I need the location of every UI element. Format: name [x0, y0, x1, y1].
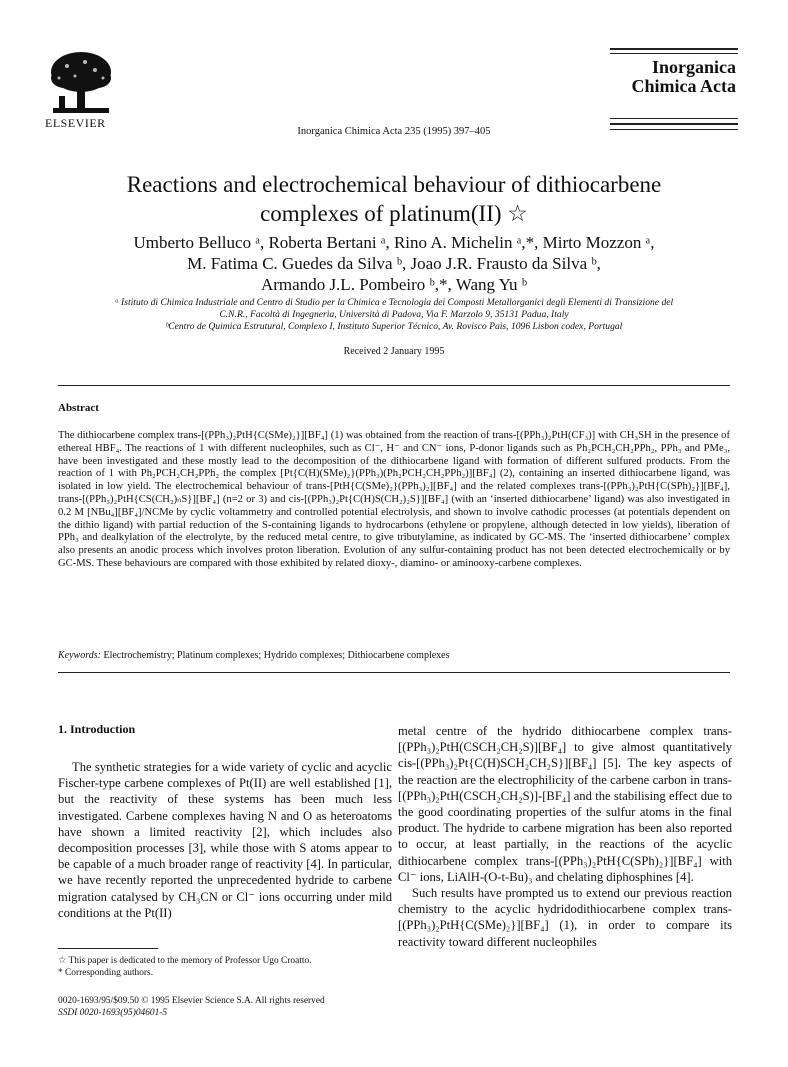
author-list	[48, 232, 740, 295]
intro-paragraph-2: Such results have prompted us to extend our previous reaction chemistry to the acyclic hydridodithiocarbene complex trans-[(PPh₃)₂PtH{C(SMe)₂}][BF₄] (1), in order to compare its reactivity toward different nucleophiles	[398, 886, 732, 949]
publisher-name: ELSEVIER	[45, 116, 106, 130]
left-column-text	[58, 759, 392, 921]
intro-paragraph-1: The synthetic strategies for a wide variety of cyclic and acyclic Fischer-type carbene complexes of Pt(II) are well established [1], but the reactivity of these systems has been much less investigated. Carbene complexes having N and O as heteroatoms have shown a limited reactivity [2], which includes also decomposition processes [3], while those with S atoms appear to be capable of a much broader range of reactivity [4]. In particular, we have recently reported the unprecedented hydride to carbene migration catalysed by CH₃CN or Cl⁻ ions occurring under mild conditions at the Pt(II)	[58, 760, 392, 920]
keywords	[58, 650, 449, 661]
right-column-text	[398, 723, 732, 950]
received-date: Received 2 January 1995	[343, 346, 445, 357]
footnotes	[58, 955, 392, 979]
affiliation-b: ᵇCentro de Quimica Estrutural, Complexo I, Instituto Superior Técnico, Av. Rovisco Pais, 1096 Lisbon codex, Portugal	[165, 321, 623, 332]
abstract-text: The dithiocarbene complex trans-[(PPh₃)₂PtH{C(SMe)₂}][BF₄] (1) was obtained from the reaction of trans-[(PPh₃)₂PtH(CF₃)] with CH₃SH in the presence of ethereal HBF₄. The reactions of 1 with different nucleophiles, such as Cl⁻, H⁻ and CN⁻ ions, P-donor ligands such as Ph₂PCH₂CH₂PPh₂, PPh₃ and PMe₃, have been investigated and these mostly lead to the decomposition of the dithiocarbene ligand with formation of different sulfured products. From the reaction of 1 with Ph₂PCH₂CH₂PPh₂ the complex [Pt{C(H)(SMe)₂}(PPh₃)(Ph₂PCH₂CH₂PPh₂)][BF₄] (2), containing an inserted dithiocarbene ligand, was isolated in low yield. The electrochemical behaviour of trans-[PtH{C(SMe)₂}(PPh₃)₂][BF₄] and the related complexes trans-[(PPh₃)₂PtH{C(SPh)₂}][BF₄], trans-[(PPh₃)₂PtH{CS(CH₂)ₙS}][BF₄] (n=2 or 3) and cis-[(PPh₃)₂Pt{C(H)S(CH₂)₂S}][BF₄] (with an ‘inserted dithiocarbene’ ligand) was also investigated in 0.2 M [NBu₄][BF₄]/NCMe by cyclic voltammetry and controlled potential electrolysis, and shown to involve cathodic processes (at potentials dependent on the dithio ligand) with partial reduction of the S-containing ligands to hydrocarbons (ethylene or propylene, although detected in low yields), liberation of PPh₃ and dealkylation of the electrolyte, by the reduced metal centre, to give tributylamine, as indicated by GC-MS. The ‘inserted dithiocarbene’ complex also presents an anodic process which involves proton liberation. Evolution of any sulfur-containing product has not been detected electrochemically or by GC-MS. These behaviours are compared with those exhibited by related dioxy-, diamino- or aminooxy-carbene complexes.	[58, 430, 730, 569]
journal-logo	[606, 58, 736, 96]
authors-line-1: Umberto Belluco ᵃ, Roberta Bertani ᵃ, Rino A. Michelin ᵃ,*, Mirto Mozzon ᵃ,	[133, 233, 655, 252]
intro-paragraph-continued: metal centre of the hydrido dithiocarbene complex trans-[(PPh₃)₂PtH(CSCH₂CH₂S)][BF₄] to give almost quantitatively cis-[(PPh₃)₂Pt{C(H)SCH₂CH₂S}][BF₄] [5]. The key aspects of the reaction are the electrophilicity of the carbene carbon in trans-[(PPh₃)₂PtH(CSCH₂CH₂S)]-[BF₄] and the stabilising effect due to the good coordinating properties of the sulfur atoms in the final product. The hydride to carbene migration has been also reported to occur, at least partially, in the reactions of the acyclic dithiocarbene complex trans-[(PPh₃)₂PtH{C(SPh)₂}][BF₄] with Cl⁻ ions, LiAlH-(O-t-Bu)₃ and chelating diphosphines [4].	[398, 724, 732, 884]
keywords-label: Keywords:	[58, 650, 101, 661]
affiliation-a-line-2: C.N.R., Facoltà di Ingegneria, Università di Padova, Via F. Marzolo 9, 35131 Padua, Italy	[219, 309, 569, 320]
paper-title	[60, 170, 728, 228]
introduction-heading: 1. Introduction	[58, 722, 136, 736]
footnote-dedication: ☆ This paper is dedicated to the memory of Professor Ugo Croatto.	[58, 956, 312, 966]
journal-citation: Inorganica Chimica Acta 235 (1995) 397–405	[297, 126, 491, 137]
elsevier-tree-logo	[45, 48, 117, 118]
copyright-line: 0020-1693/95/$09.50 © 1995 Elsevier Science S.A. All rights reserved	[58, 996, 325, 1006]
copyright-block	[58, 995, 325, 1019]
abstract-heading: Abstract	[58, 402, 99, 414]
title-line-1: Reactions and electrochemical behaviour of dithiocarbene	[126, 172, 662, 197]
keywords-list: Electrochemistry; Platinum complexes; Hydrido complexes; Dithiocarbene complexes	[103, 650, 450, 661]
authors-line-3: Armando J.L. Pombeiro ᵇ,*, Wang Yu ᵇ	[260, 275, 528, 294]
journal-logo-line-2: Chimica Acta	[631, 76, 736, 96]
footnote-corresponding: * Corresponding authors.	[58, 968, 154, 978]
title-line-2: complexes of platinum(II) ☆	[260, 201, 528, 226]
affiliation-a-line-1: ᵃ Istituto di Chimica Industriale and Centro di Studio per la Chimica e Tecnologia dei Composti Metallorganici degli Elementi di Transizione del	[114, 297, 674, 308]
affiliations	[40, 297, 748, 333]
authors-line-2: M. Fatima C. Guedes da Silva ᵇ, Joao J.R. Frausto da Silva ᵇ,	[187, 254, 601, 273]
ssdi-line: SSDI 0020-1693(95)04601-5	[58, 1008, 168, 1018]
journal-logo-line-1: Inorganica	[651, 57, 736, 77]
